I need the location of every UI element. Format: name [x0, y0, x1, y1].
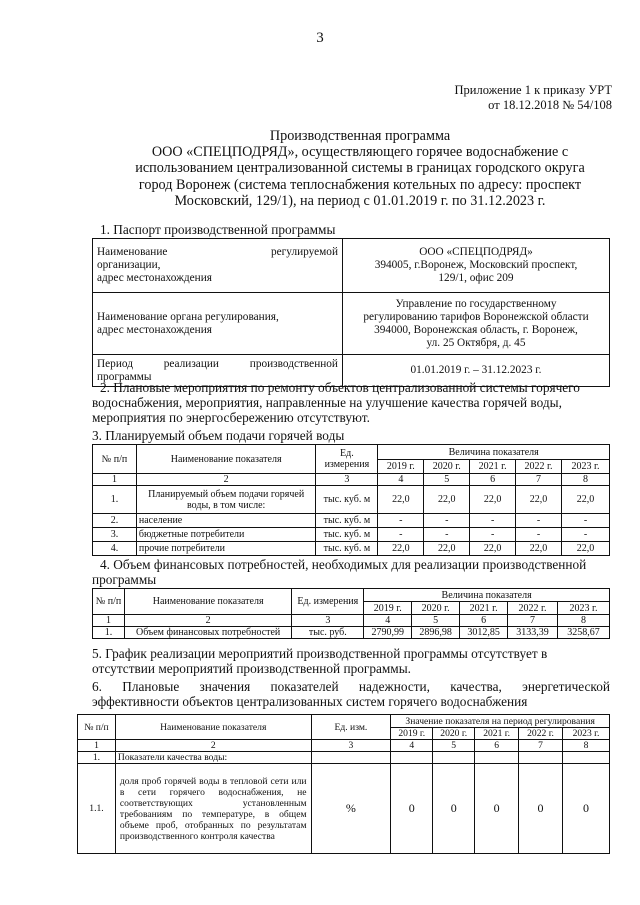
value-cell: 22,0 [562, 542, 610, 556]
value-cell: 0 [519, 764, 563, 854]
index-cell: 6 [475, 740, 519, 752]
word: 6. [92, 679, 102, 694]
text-line: эффективности объектов централизованных систем горячего водоснабжения [92, 694, 528, 709]
value-cell: 0 [475, 764, 519, 854]
year-header: 2023 г. [563, 728, 610, 740]
text-line: мероприятия по энергосбережению отсутствуют. [92, 410, 370, 425]
index-cell: 4 [364, 615, 412, 627]
year-header: 2022 г. [519, 728, 563, 740]
value-cell: - [516, 514, 562, 528]
year-header: 2019 г. [391, 728, 433, 740]
table-row [93, 239, 610, 293]
word: Плановые [122, 679, 180, 694]
row-number: 1. [78, 752, 116, 764]
value-cell: - [562, 514, 610, 528]
text-line: программы [92, 572, 157, 587]
passport-table [92, 238, 610, 387]
value-cell: 2896,98 [412, 627, 460, 639]
label-part: регулируемой [271, 246, 338, 258]
title-line: ООО «СПЕЦПОДРЯД», осуществляющего горячее водоснабжение с [151, 144, 569, 161]
row-unit: тыс. куб. м [316, 486, 378, 514]
year-header: 2022 г. [508, 602, 558, 615]
value-cell: - [424, 528, 470, 542]
index-cell: 2 [115, 740, 311, 752]
row-name: Планируемый объем подачи горячей воды, в том числе: [136, 486, 316, 514]
passport-label [93, 293, 343, 355]
row-name: прочие потребители [136, 542, 316, 556]
col-value-header: Величина показателя [378, 445, 610, 460]
passport-value [343, 239, 610, 293]
col-unit-header: Ед. измерения [292, 589, 364, 615]
word: энергетической [522, 679, 610, 694]
value-cell: 22,0 [470, 486, 516, 514]
index-cell: 8 [562, 474, 610, 486]
value-line: ул. 25 Октября, д. 45 [426, 336, 526, 349]
index-cell: 8 [563, 740, 610, 752]
index-cell: 7 [519, 740, 563, 752]
value-cell: 22,0 [424, 542, 470, 556]
row-unit: тыс. куб. м [316, 528, 378, 542]
empty-cell [433, 752, 475, 764]
label-part: Наименование органа регулирования, [97, 310, 279, 323]
text-line [92, 679, 610, 694]
text-line: водоснабжения, мероприятия, направленные на улучшение качества горячей воды, [92, 395, 562, 410]
section6-heading [92, 679, 610, 709]
value-cell: - [516, 528, 562, 542]
index-cell: 5 [424, 474, 470, 486]
label-part: организации, [97, 259, 161, 271]
year-header: 2021 г. [470, 460, 516, 474]
value-line: Управление по государственному [395, 297, 557, 310]
index-cell: 2 [136, 474, 316, 486]
row-number: 1. [93, 627, 125, 639]
table-row [93, 293, 610, 355]
col-name-header: Наименование показателя [124, 589, 291, 615]
row-number: 1. [93, 486, 137, 514]
year-header: 2021 г. [460, 602, 508, 615]
title-line: город Воронеж (система теплоснабжения котельных по адресу: проспект [138, 176, 582, 193]
row-unit: % [311, 764, 391, 854]
text-line: 5. График реализации мероприятий производственной программы отсутствует в [92, 646, 548, 661]
col-unit-header: Ед. измерения [316, 445, 378, 474]
index-cell: 7 [508, 615, 558, 627]
value-cell: - [470, 514, 516, 528]
title-line: Московский, 129/1), на период с 01.01.2019 г. по 31.12.2023 г. [174, 192, 546, 209]
value-cell: 22,0 [516, 486, 562, 514]
empty-cell [475, 752, 519, 764]
col-number-header: № п/п [93, 589, 125, 615]
indicators-table [77, 714, 610, 854]
index-cell: 3 [316, 474, 378, 486]
value-line: ООО «СПЕЦПОДРЯД» [419, 246, 533, 258]
row-name: Объем финансовых потребностей [124, 627, 291, 639]
passport-value [343, 293, 610, 355]
label-part: реализации [163, 357, 219, 370]
col-number-header: № п/п [93, 445, 137, 474]
index-cell: 3 [311, 740, 391, 752]
label-part: программы [97, 370, 152, 383]
passport-value: 01.01.2019 г. – 31.12.2023 г. [343, 355, 610, 387]
financial-needs-table [92, 588, 610, 639]
table-row [93, 542, 610, 556]
row-name: Показатели качества воды: [115, 752, 311, 764]
value-cell: 3258,67 [558, 627, 610, 639]
index-cell: 5 [412, 615, 460, 627]
index-cell: 8 [558, 615, 610, 627]
row-number: 4. [93, 542, 137, 556]
document-title [100, 128, 620, 209]
col-value-header: Значение показателя на период регулирования [391, 715, 610, 728]
col-name-header: Наименование показателя [136, 445, 316, 474]
row-number: 3. [93, 528, 137, 542]
value-cell: 0 [433, 764, 475, 854]
label-part: Наименование [97, 246, 168, 258]
row-name: население [136, 514, 316, 528]
empty-cell [391, 752, 433, 764]
year-header: 2020 г. [424, 460, 470, 474]
index-cell: 7 [516, 474, 562, 486]
section3-heading: 3. Планируемый объем подачи горячей воды [92, 428, 345, 443]
table-header-row [93, 445, 610, 460]
appendix-line: Приложение 1 к приказу УРТ [454, 83, 612, 97]
index-cell: 6 [470, 474, 516, 486]
index-cell: 3 [292, 615, 364, 627]
index-cell: 5 [433, 740, 475, 752]
col-number-header: № п/п [78, 715, 116, 740]
index-cell: 2 [124, 615, 291, 627]
value-line: регулированию тарифов Воронежской области [363, 310, 589, 323]
index-cell: 1 [93, 474, 137, 486]
year-header: 2023 г. [562, 460, 610, 474]
row-unit: тыс. куб. м [316, 542, 378, 556]
year-header: 2019 г. [364, 602, 412, 615]
table-row [93, 514, 610, 528]
value-cell: - [424, 514, 470, 528]
table-header-row [78, 715, 610, 728]
row-unit: тыс. куб. м [316, 514, 378, 528]
index-row [93, 474, 610, 486]
value-cell: 22,0 [562, 486, 610, 514]
year-header: 2020 г. [412, 602, 460, 615]
passport-label [93, 239, 343, 293]
value-cell: 0 [391, 764, 433, 854]
row-name: доля проб горячей воды в тепловой сети или в сети горячего водоснабжения, не соответствующих установленным требованиям по температуре, в общем объеме проб, отобранных по результатам производственного контроля качества [115, 764, 311, 854]
value-line: 394000, Воронежская область, г. Воронеж, [374, 323, 578, 336]
table-row [93, 627, 610, 639]
index-cell: 1 [93, 615, 125, 627]
text-line: 2. Плановые мероприятия по ремонту объектов централизованной системы горячего [100, 380, 580, 395]
value-cell: - [378, 514, 424, 528]
label-part: производственной [249, 357, 338, 370]
value-cell: 3012,85 [460, 627, 508, 639]
row-number: 1.1. [78, 764, 116, 854]
label-part: адрес местонахождения [97, 323, 212, 336]
section1-heading: 1. Паспорт производственной программы [100, 222, 336, 237]
appendix-reference [455, 83, 613, 113]
value-cell: 22,0 [424, 486, 470, 514]
index-cell: 4 [378, 474, 424, 486]
year-header: 2022 г. [516, 460, 562, 474]
year-header: 2020 г. [433, 728, 475, 740]
word: значения [199, 679, 251, 694]
empty-cell [311, 752, 391, 764]
index-cell: 6 [460, 615, 508, 627]
index-cell: 1 [78, 740, 116, 752]
table-row [93, 486, 610, 514]
col-name-header: Наименование показателя [115, 715, 311, 740]
value-line: 129/1, офис 209 [438, 272, 514, 284]
appendix-line: от 18.12.2018 № 54/108 [488, 98, 612, 112]
value-cell: 22,0 [516, 542, 562, 556]
table-row [93, 528, 610, 542]
section4-heading [92, 557, 610, 587]
value-cell: - [470, 528, 516, 542]
page-number: 3 [316, 30, 324, 46]
value-cell: 2790,99 [364, 627, 412, 639]
index-row [93, 615, 610, 627]
table-header-row [93, 589, 610, 602]
year-header: 2021 г. [475, 728, 519, 740]
value-cell: 0 [563, 764, 610, 854]
title-line: использованием централизованной системы в границах городского округа [135, 160, 585, 177]
table-row [78, 764, 610, 854]
text-line: отсутствии мероприятий производственной программы. [92, 661, 411, 676]
empty-cell [519, 752, 563, 764]
word: качества, [450, 679, 502, 694]
col-value-header: Величина показателя [364, 589, 610, 602]
text-line: 4. Объем финансовых потребностей, необходимых для реализации производственной [100, 557, 587, 572]
value-cell: 3133,39 [508, 627, 558, 639]
index-cell: 4 [391, 740, 433, 752]
year-header: 2023 г. [558, 602, 610, 615]
value-cell: - [562, 528, 610, 542]
value-cell: - [378, 528, 424, 542]
row-number: 2. [93, 514, 137, 528]
title-line: Производственная программа [269, 128, 451, 144]
section5-text [92, 646, 610, 676]
hot-water-volume-table [92, 444, 610, 556]
row-name: бюджетные потребители [136, 528, 316, 542]
table-row [78, 752, 610, 764]
row-unit: тыс. руб. [292, 627, 364, 639]
value-cell: 22,0 [470, 542, 516, 556]
year-header: 2019 г. [378, 460, 424, 474]
col-unit-header: Ед. изм. [311, 715, 391, 740]
value-cell: 22,0 [378, 542, 424, 556]
value-line: 394005, г.Воронеж, Московский проспект, [374, 259, 578, 271]
section2-text [92, 380, 610, 425]
label-part: адрес местонахождения [97, 272, 212, 284]
word: надежности, [358, 679, 430, 694]
word: показателей [270, 679, 339, 694]
empty-cell [563, 752, 610, 764]
label-part: Период [97, 357, 133, 370]
value-cell: 22,0 [378, 486, 424, 514]
index-row [78, 740, 610, 752]
